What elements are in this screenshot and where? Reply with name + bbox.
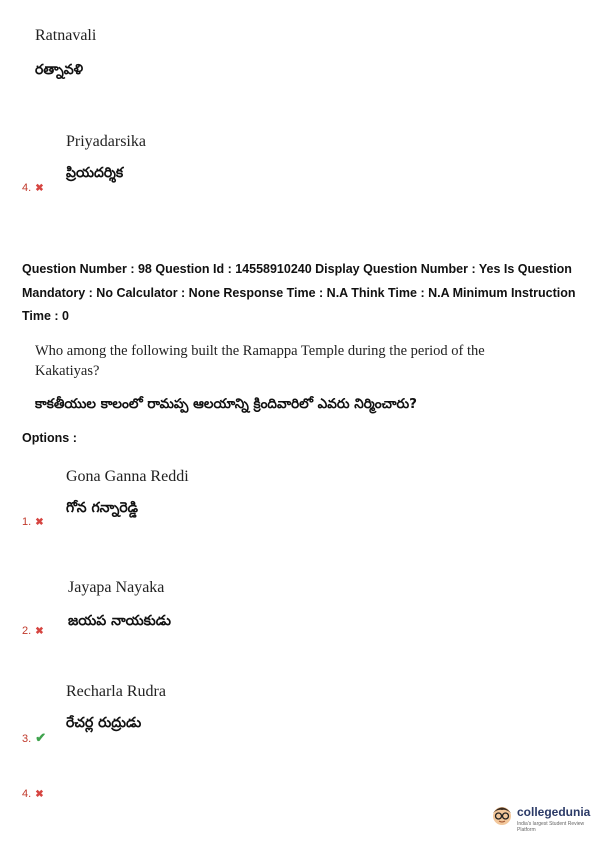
option-3-telugu: రేచర్ల రుద్రుడు	[66, 715, 142, 731]
option-1-number: 1.	[22, 516, 32, 528]
question-line: Kakatiyas?	[35, 363, 100, 379]
metadata-line: Mandatory : No Calculator : None Response Time : N.A Think Time : N.A Minimum Instruction	[22, 285, 576, 300]
prev-option4-telugu: ప్రియదర్శిక	[66, 165, 124, 181]
option-2-english: Jayapa Nayaka	[68, 579, 165, 596]
option-4-number: 4.	[22, 788, 32, 800]
wrong-mark-icon: ✖	[35, 626, 44, 637]
metadata-line: Time : 0	[22, 309, 70, 323]
option-2-telugu: జయప నాయకుడు	[68, 613, 171, 629]
correct-check-icon: ✔	[35, 730, 47, 745]
prev-option4-number-row	[22, 182, 44, 194]
wrong-mark-icon: ✖	[35, 517, 44, 528]
logo-tagline: India's largest Student Review Platform	[517, 821, 585, 833]
prev-option3-telugu: రత్నావళి	[35, 62, 84, 78]
option-3-number-row	[22, 730, 46, 746]
option-2-number-row	[22, 625, 44, 637]
option-1-english: Gona Ganna Reddi	[66, 468, 189, 485]
wrong-mark-icon: ✖	[35, 789, 44, 800]
option-2-number: 2.	[22, 625, 32, 637]
option-3-english: Recharla Rudra	[66, 683, 166, 700]
mascot-icon	[490, 802, 514, 828]
prev-option3-english: Ratnavali	[35, 27, 97, 44]
option-1-number-row	[22, 516, 44, 528]
option-1-telugu: గోన గన్నారెడ్డి	[66, 500, 138, 516]
collegedunia-logo	[490, 800, 590, 832]
metadata-line: Question Number : 98 Question Id : 14558910240 Display Question Number : Yes Is Question	[22, 262, 572, 276]
question-text-english	[35, 341, 485, 381]
question-line: Who among the following built the Ramappa Temple during the period of the	[35, 343, 485, 359]
logo-name: collegedunia	[517, 805, 591, 819]
prev-option4-number: 4.	[22, 182, 32, 194]
prev-option4-english: Priyadarsika	[66, 133, 146, 150]
options-label: Options :	[22, 431, 77, 445]
option-4-number-row	[22, 788, 44, 800]
wrong-mark-icon: ✖	[35, 183, 44, 194]
option-3-number: 3.	[22, 733, 32, 745]
question-text-telugu: కాకతీయుల కాలంలో రామప్ప ఆలయాన్ని క్రిందివారిలో ఎవరు నిర్మించారు?	[35, 396, 417, 412]
question-metadata	[22, 258, 587, 329]
